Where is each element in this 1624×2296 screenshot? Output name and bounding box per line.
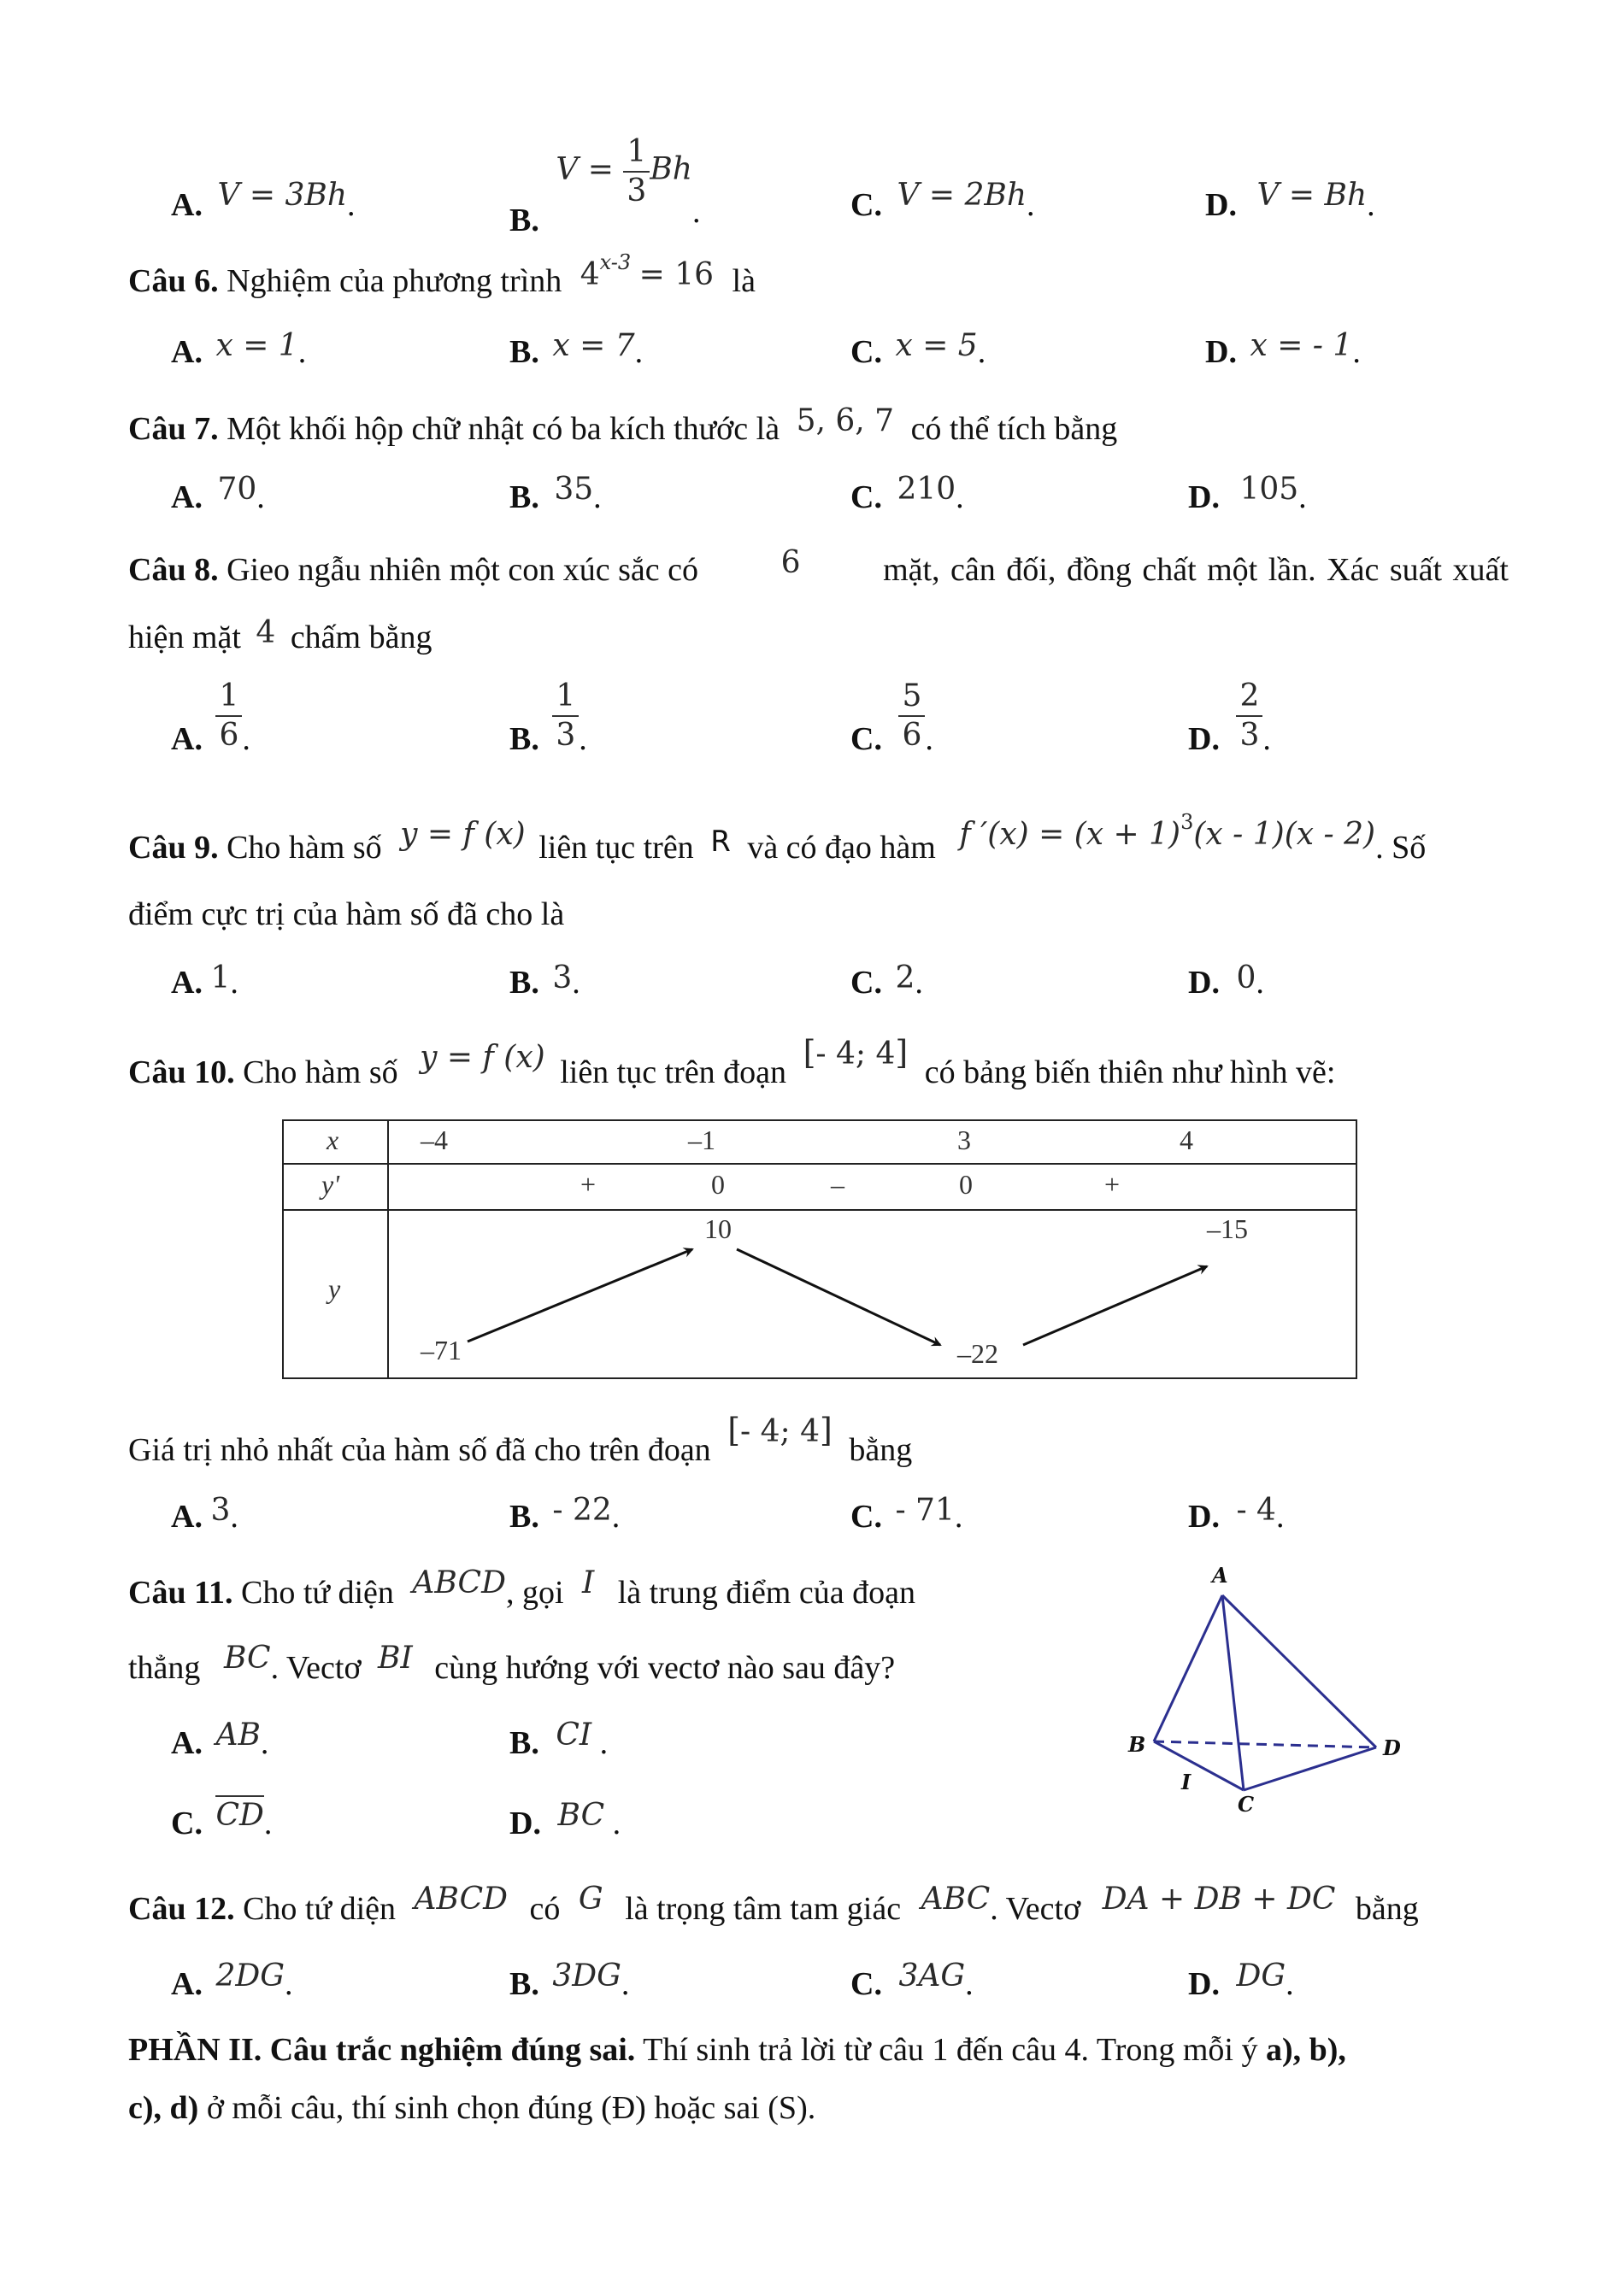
q6-option-b: B. x = 7. xyxy=(509,328,644,370)
q10-option-a: A. 3. xyxy=(171,1493,238,1535)
option-label: A. xyxy=(171,965,203,1001)
derivative-rest: (x - 1)(x - 2) xyxy=(1193,817,1376,852)
section-bold-items: a), b), xyxy=(1265,2032,1346,2068)
vector-name: BI xyxy=(378,1641,413,1676)
option-label: D. xyxy=(1188,720,1220,757)
option-label: A. xyxy=(171,720,203,757)
option-math: CD xyxy=(215,1795,263,1833)
arrow-increase-2 xyxy=(1023,1266,1207,1345)
option-math: - 22 xyxy=(552,1493,612,1528)
option-math: AB xyxy=(215,1718,261,1753)
row-yprime-label: y' xyxy=(321,1169,340,1200)
question-text-after: là xyxy=(732,263,756,299)
part-2-line2 xyxy=(128,2088,815,2129)
option-math: 1 xyxy=(210,960,231,995)
point-label-i: I xyxy=(1181,1770,1192,1794)
q7-option-d: D. 105. xyxy=(1188,472,1307,515)
numerator: 1 xyxy=(552,679,579,717)
x-value: –4 xyxy=(421,1125,448,1155)
tetrahedron-name: ABCD xyxy=(414,1882,509,1917)
numerator: 1 xyxy=(215,679,242,717)
question-text: Giá trị nhỏ nhất của hàm số đã cho trên đoạn xyxy=(128,1432,711,1468)
option-math-post: Bh xyxy=(650,151,692,187)
option-math: BC xyxy=(557,1798,605,1833)
q12-option-c: C. 3AG. xyxy=(850,1958,974,2002)
denominator: 6 xyxy=(902,718,922,753)
question-11-line2 xyxy=(128,1641,896,1689)
q6-option-a: A. x = 1. xyxy=(171,328,307,370)
question-text: Cho tứ diện xyxy=(243,1891,397,1927)
question-8-line2 xyxy=(128,617,432,659)
option-label: D. xyxy=(509,1806,541,1841)
question-label: Câu 7. xyxy=(128,411,219,447)
point-name: I xyxy=(582,1565,595,1600)
option-math: x = 5 xyxy=(895,328,978,363)
section-text: ở mỗi câu, thí sinh chọn đúng (Đ) hoặc sai (S). xyxy=(206,2090,816,2126)
edge-ad xyxy=(1222,1595,1376,1747)
option-math: 105 xyxy=(1239,472,1299,507)
q9-option-a: A. 1. xyxy=(171,960,238,1001)
triangle-name: ABC xyxy=(921,1882,991,1917)
option-label: B. xyxy=(509,479,539,515)
option-label: D. xyxy=(1188,479,1220,515)
question-8-line1 xyxy=(128,545,1509,590)
q8-option-c: C. $\frac{5}{6}$ . xyxy=(850,678,933,757)
option-math: V = Bh xyxy=(1256,178,1368,213)
option-math: x = 7 xyxy=(552,328,635,363)
y-value-min: –22 xyxy=(957,1338,998,1369)
question-text-rest: mặt, cân đối, đồng chất một lần. Xác suất xuất xyxy=(883,552,1509,588)
edge-cd xyxy=(1244,1747,1376,1790)
option-label: B. xyxy=(509,1725,539,1761)
question-label: Câu 8. xyxy=(128,552,219,588)
question-text: Cho tứ diện xyxy=(240,1575,394,1611)
fraction xyxy=(898,679,925,753)
option-math: - 71 xyxy=(895,1493,955,1528)
question-label: Câu 10. xyxy=(128,1054,235,1090)
section-bold-items: c), d) xyxy=(128,2090,199,2126)
option-label: B. xyxy=(509,1499,539,1535)
numerator: 5 xyxy=(898,679,925,717)
variation-table xyxy=(282,1119,1357,1379)
option-math: 210 xyxy=(897,472,956,507)
question-text: Cho hàm số xyxy=(243,1054,398,1090)
real-set: R xyxy=(710,825,731,859)
q8-option-d: D. $\frac{2}{3}$ . xyxy=(1188,678,1271,757)
option-label: D. xyxy=(1188,965,1220,1001)
question-text-after: chấm bằng xyxy=(290,620,432,655)
option-label: B. xyxy=(509,1966,539,2002)
question-text-after: bằng xyxy=(849,1432,913,1468)
option-label: A. xyxy=(171,187,203,223)
fraction xyxy=(1236,679,1262,753)
question-text: là trọng tâm tam giác xyxy=(625,1891,902,1927)
vertex-label-b: B xyxy=(1128,1732,1146,1757)
q8-option-a: A. $\frac{1}{6}$ . xyxy=(171,678,250,757)
edge-bc xyxy=(1154,1741,1244,1790)
question-text: , gọi xyxy=(505,1575,564,1611)
row-y-label: y xyxy=(328,1273,341,1304)
q7-option-a: A. 70. xyxy=(171,472,265,515)
row-x-label: x xyxy=(327,1125,339,1155)
vertex-label-c: C xyxy=(1238,1792,1255,1817)
option-math: 3 xyxy=(210,1493,231,1528)
interval: [- 4; 4] xyxy=(727,1412,833,1449)
option-label: A. xyxy=(171,479,203,515)
option-label: D. xyxy=(1188,1499,1220,1535)
option-math: 3DG xyxy=(552,1958,621,1994)
option-label: C. xyxy=(850,1966,882,2002)
q10-option-d: D. - 4. xyxy=(1188,1493,1285,1535)
q9-option-c: C. 2. xyxy=(850,960,923,1001)
sign-zero: 0 xyxy=(711,1169,725,1200)
q11-option-b: B. CI . xyxy=(509,1718,609,1761)
vector-expression: DA + DB + DC xyxy=(1102,1882,1336,1917)
question-text: liên tục trên đoạn xyxy=(560,1054,787,1090)
option-math: 70 xyxy=(217,472,257,507)
option-math: 3AG xyxy=(898,1958,966,1994)
q12-option-a: A. 2DG. xyxy=(171,1958,293,2002)
question-text: thẳng xyxy=(128,1650,201,1686)
q11-option-a: A. AB. xyxy=(171,1718,269,1761)
option-label: C. xyxy=(850,965,882,1001)
option-math: V = 3Bh xyxy=(217,178,348,213)
fraction xyxy=(215,679,242,753)
option-label: A. xyxy=(171,1499,203,1535)
question-7 xyxy=(128,403,1118,450)
question-text-after: có thể tích bằng xyxy=(910,411,1118,447)
question-text: và có đạo hàm xyxy=(747,830,936,866)
vertex-label-d: D xyxy=(1383,1735,1401,1760)
question-text: . Vectơ xyxy=(270,1650,362,1686)
option-math: 2DG xyxy=(215,1958,285,1994)
sign-plus: + xyxy=(1104,1169,1121,1200)
question-text: Cho hàm số xyxy=(227,830,382,866)
option-math: V = 2Bh xyxy=(897,178,1027,213)
option-label: B. xyxy=(509,965,539,1001)
question-text: Nghiệm của phương trình xyxy=(227,263,562,299)
numerator: 1 xyxy=(623,135,650,173)
option-label: B. xyxy=(509,202,539,238)
option-label: B. xyxy=(509,720,539,757)
question-text: Gieo ngẫu nhiên một con xúc sắc có xyxy=(227,552,698,588)
denominator: 6 xyxy=(219,718,239,753)
q8-option-b: B. $\frac{1}{3}$ . xyxy=(509,678,587,757)
option-label: A. xyxy=(171,1725,203,1761)
interval-text: - 4; 4 xyxy=(815,1036,896,1072)
option-math: 2 xyxy=(895,960,915,995)
equation-exponent: x-3 xyxy=(599,250,632,274)
q9-option-d: D. 0. xyxy=(1188,960,1264,1001)
sign-minus: – xyxy=(831,1169,844,1200)
x-value: –1 xyxy=(688,1125,715,1155)
y-value-min-left: –71 xyxy=(421,1335,462,1365)
q10-option-c: C. - 71. xyxy=(850,1493,963,1535)
q5-option-b: B. V = $\frac{1}{3}$ Bh. xyxy=(509,134,701,238)
q11-option-d: D. BC . xyxy=(509,1798,621,1841)
option-label: D. xyxy=(1205,187,1237,223)
option-math: 0 xyxy=(1236,960,1256,995)
section-title: PHẦN II. Câu trắc nghiệm đúng sai. xyxy=(128,2032,636,2068)
q7-option-c: C. 210. xyxy=(850,472,964,515)
question-text: có bảng biến thiên như hình vẽ: xyxy=(924,1054,1336,1090)
q7-option-b: B. 35. xyxy=(509,472,602,515)
sign-zero: 0 xyxy=(959,1169,973,1200)
q5-option-c: C. V = 2Bh. xyxy=(850,178,1035,223)
option-label: C. xyxy=(850,1499,882,1535)
dots-count: 4 xyxy=(256,615,276,650)
denominator: 3 xyxy=(1239,718,1260,753)
edge-ab xyxy=(1154,1595,1222,1741)
edge-bd-hidden xyxy=(1154,1741,1376,1747)
denominator: 3 xyxy=(556,718,576,753)
equation-base: 4 xyxy=(580,257,600,292)
derivative-exponent: 3 xyxy=(1180,810,1194,834)
tetrahedron-name: ABCD xyxy=(412,1565,506,1600)
option-label: A. xyxy=(171,1966,203,2002)
question-text: . Vectơ xyxy=(990,1891,1081,1927)
tetrahedron-figure xyxy=(1111,1563,1419,1824)
dimensions: 5, 6, 7 xyxy=(796,403,895,438)
option-math: x = - 1 xyxy=(1250,328,1353,363)
option-label: D. xyxy=(1205,334,1237,370)
question-9-line2 xyxy=(128,894,564,935)
question-label: Câu 12. xyxy=(128,1891,235,1927)
q5-option-a: A. V = 3Bh. xyxy=(171,178,356,223)
interval-text: - 4; 4 xyxy=(740,1414,821,1449)
question-12 xyxy=(128,1882,1419,1930)
q12-option-b: B. 3DG. xyxy=(509,1958,630,2002)
vertex-label-a: A xyxy=(1212,1563,1228,1588)
question-text: hiện mặt xyxy=(128,620,241,655)
question-text: Một khối hộp chữ nhật có ba kích thước là xyxy=(227,411,780,447)
option-math: CI xyxy=(556,1718,592,1753)
centroid-name: G xyxy=(578,1882,603,1917)
x-value: 3 xyxy=(957,1125,971,1155)
q11-option-c: C. CD. xyxy=(171,1805,272,1842)
arrow-increase-1 xyxy=(468,1249,692,1342)
segment-name: BC xyxy=(223,1641,271,1676)
option-math: 3 xyxy=(552,960,573,995)
q6-option-c: C. x = 5. xyxy=(850,328,986,370)
q5-option-d: D. V = Bh. xyxy=(1205,178,1375,223)
interval: [- 4; 4] xyxy=(803,1034,909,1072)
question-label: Câu 6. xyxy=(128,263,219,299)
question-label: Câu 11. xyxy=(128,1575,233,1611)
equation-rest: = 16 xyxy=(638,257,715,292)
question-6 xyxy=(128,250,756,305)
arrow-decrease xyxy=(737,1249,940,1345)
section-text: Thí sinh trả lời từ câu 1 đến câu 4. Trong mỗi ý xyxy=(643,2032,1258,2068)
function: y = f (x) xyxy=(420,1040,545,1075)
option-label: C. xyxy=(171,1806,203,1841)
q12-option-d: D. DG. xyxy=(1188,1958,1294,2002)
question-text: là trung điểm của đoạn xyxy=(617,1575,915,1611)
question-11-line1 xyxy=(128,1565,915,1614)
numerator: 2 xyxy=(1236,679,1262,717)
option-math: DG xyxy=(1236,1958,1286,1994)
fraction xyxy=(623,135,650,208)
part-2-line1 xyxy=(128,2029,1346,2070)
option-label: C. xyxy=(850,334,882,370)
option-math: 35 xyxy=(554,472,594,507)
option-label: B. xyxy=(509,334,539,370)
question-text: cùng hướng với vectơ nào sau đây? xyxy=(434,1650,896,1686)
option-label: D. xyxy=(1188,1966,1220,2002)
y-value-end: –15 xyxy=(1207,1213,1248,1244)
question-text: có xyxy=(529,1891,561,1927)
denominator: 3 xyxy=(627,173,647,208)
x-value: 4 xyxy=(1180,1125,1193,1155)
question-text: bằng xyxy=(1355,1891,1419,1927)
option-label: C. xyxy=(850,720,882,757)
derivative: f ′(x) = (x + 1) xyxy=(959,817,1181,852)
option-label: C. xyxy=(850,479,882,515)
sign-plus: + xyxy=(580,1169,597,1200)
q6-option-d: D. x = - 1. xyxy=(1205,328,1361,370)
option-label: C. xyxy=(850,187,882,223)
edge-ac xyxy=(1222,1595,1244,1790)
option-label: A. xyxy=(171,334,203,370)
question-text: liên tục trên xyxy=(538,830,694,866)
option-math: x = 1 xyxy=(215,328,298,363)
y-value-max: 10 xyxy=(704,1213,732,1244)
faces-count: 6 xyxy=(780,545,801,580)
q10-option-b: B. - 22. xyxy=(509,1493,621,1535)
function: y = f (x) xyxy=(400,817,526,852)
q9-option-b: B. 3. xyxy=(509,960,580,1001)
option-math: - 4 xyxy=(1236,1493,1276,1528)
option-math-pre: V = xyxy=(556,151,624,187)
question-text: điểm cực trị của hàm số đã cho là xyxy=(128,896,565,932)
question-10-prompt xyxy=(128,1412,913,1471)
question-label: Câu 9. xyxy=(128,830,219,866)
question-text: . Số xyxy=(1375,830,1427,866)
question-10 xyxy=(128,1034,1336,1094)
question-9-line1 xyxy=(128,810,1509,872)
fraction xyxy=(552,679,579,753)
